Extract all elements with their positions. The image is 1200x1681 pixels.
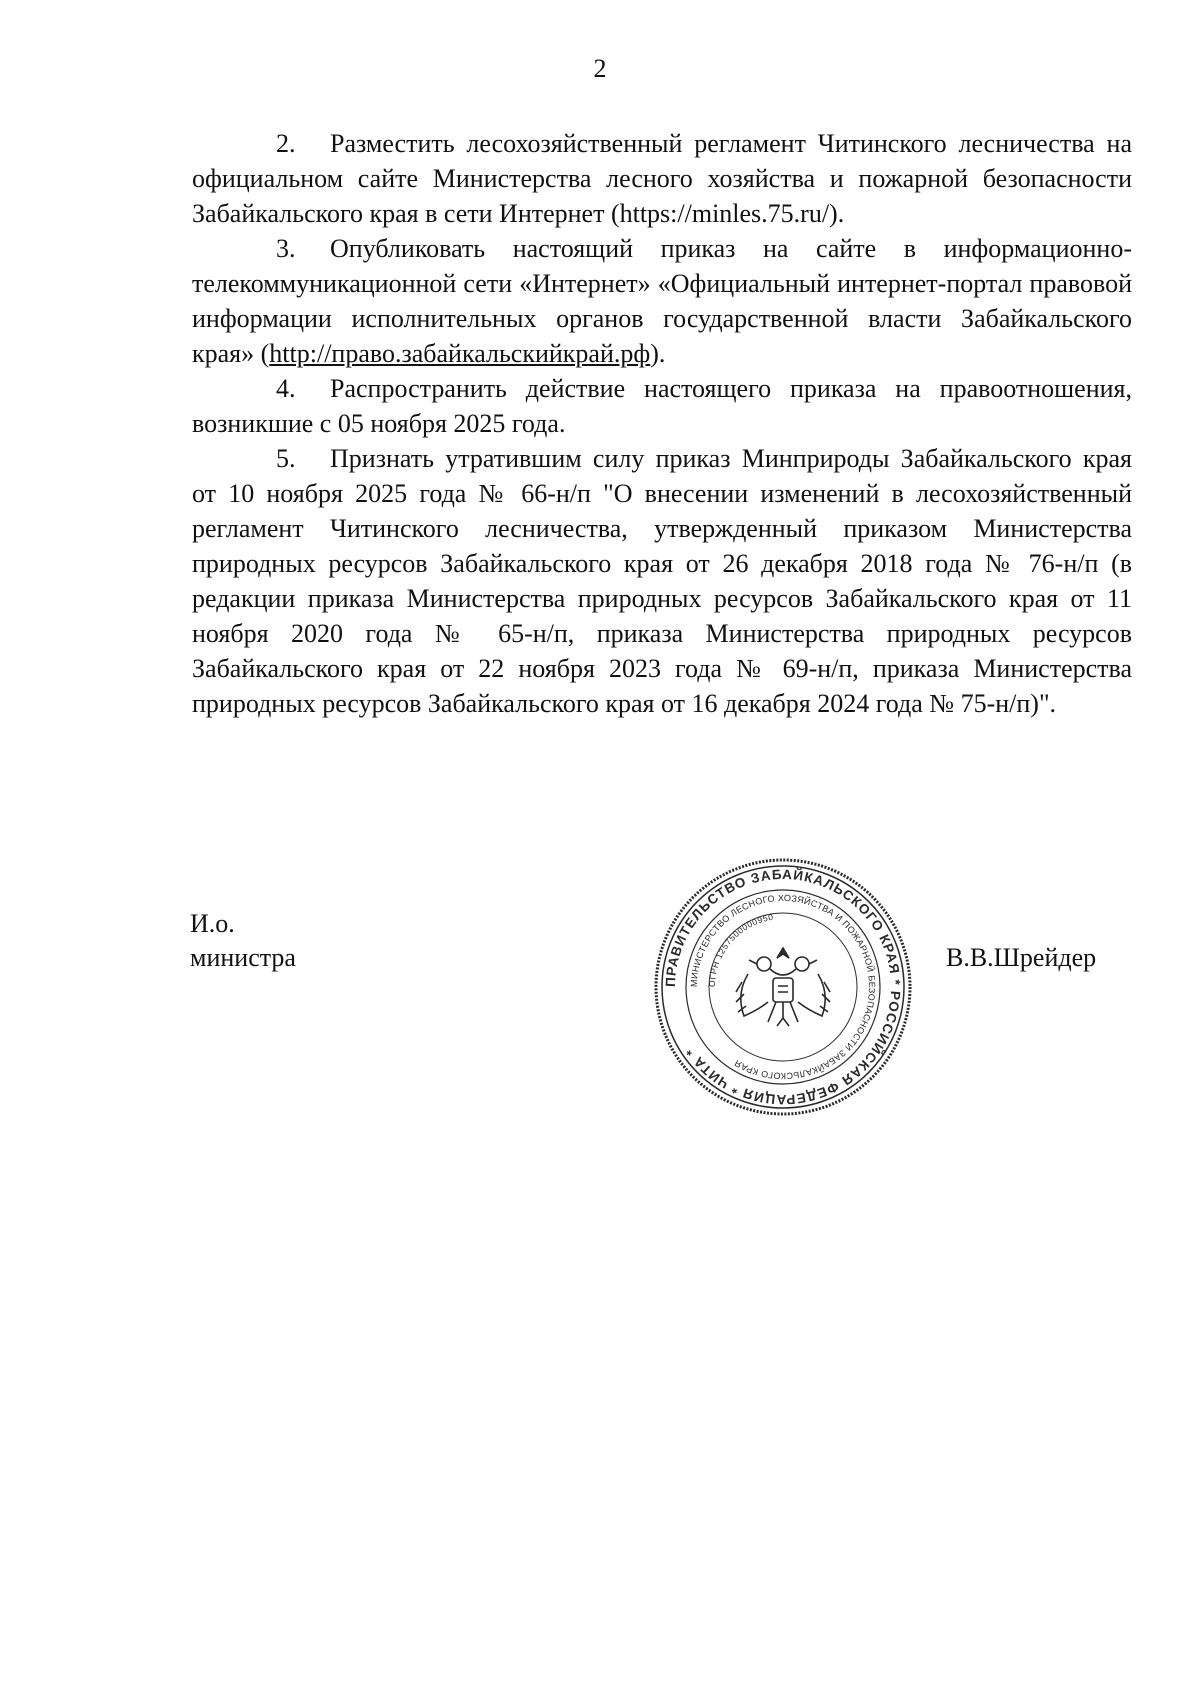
signatory-title-line2: министра [190,943,296,972]
paragraph-number: 4. [276,374,296,403]
signatory-title [190,907,296,975]
signatory-name: В.В.Шрейдер [946,943,1097,972]
paragraph-4 [192,371,1132,441]
paragraph-text: Разместить лесохозяйственный регламент Читинского лесничества на официальном сайте Министерства лесного хозяйства и пожарной безопасности Забайкальского края в сети Интернет (https://minles.75.ru/). [192,129,1132,228]
eagle-emblem-icon [736,948,830,1026]
paragraph-3 [192,231,1132,371]
paragraph-text: Признать утратившим силу приказ Минприроды Забайкальского края от 10 ноября 2025 года № 66-н/п "О внесении изменений в лесохозяйственный регламент Читинского лесничества, утвержденный приказом Министерства природных ресурсов Забайкальского края от 26 декабря 2018 года № 76-н/п (в редакции приказа Министерства природных ресурсов Забайкальского края от 11 ноября 2020 года № 65-н/п, приказа Министерства природных ресурсов Забайкальского края от 22 ноября 2023 года № 69-н/п, приказа Министерства природных ресурсов Забайкальского края от 16 декабря 2024 года № 75-н/п)". [192,444,1132,718]
paragraph-number: 3. [276,234,296,263]
paragraph-5 [192,441,1132,721]
official-seal [652,856,914,1118]
paragraph-number: 2. [276,129,296,158]
paragraph-2 [192,126,1132,231]
seal-ogrn-text: ОГРН 1257500000950 [706,911,775,988]
seal-outer-text: ПРАВИТЕЛЬСТВО ЗАБАЙКАЛЬСКОГО КРАЯ * РОССИЙСКАЯ ФЕДЕРАЦИЯ * ЧИТА * [662,866,904,1108]
svg-text:МИНИСТЕРСТВО ЛЕСНОГО ХОЗЯЙСТВА [689,893,877,1081]
paragraph-text: Распространить действие настоящего приказа на правоотношения, возникшие с 05 ноября 2025 года. [192,374,1132,438]
paragraph-text-end: ). [650,339,666,368]
seal-graphic [652,856,914,1118]
document-body [192,126,1132,721]
page-number: 2 [593,54,607,83]
paragraph-text: Опубликовать настоящий приказ на сайте в информационно-телекоммуникационной сети «Интернет» «Официальный интернет-портал правовой информации исполнительных органов государственной власти Забайкальского края» ( [192,234,1132,368]
signatory-title-line1: И.о. [190,909,235,938]
seal-inner-text: МИНИСТЕРСТВО ЛЕСНОГО ХОЗЯЙСТВА И ПОЖАРНОЙ БЕЗОПАСНОСТИ ЗАБАЙКАЛЬСКОГО КРАЯ [688,892,878,1082]
paragraph-number: 5. [276,444,296,473]
portal-link[interactable]: http://право.забайкальскийкрай.рф [269,339,651,368]
